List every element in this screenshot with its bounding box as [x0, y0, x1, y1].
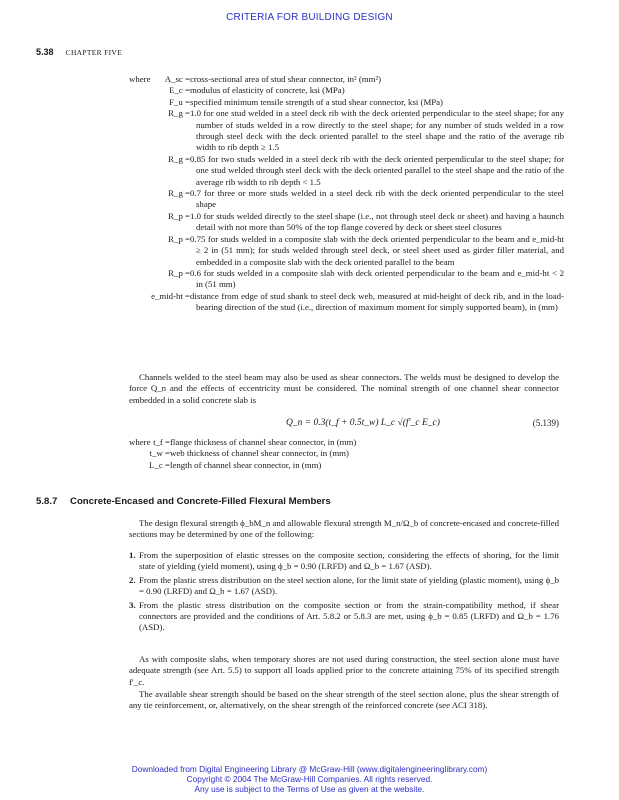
page-number: 5.38	[36, 47, 54, 57]
definitions-list	[0, 74, 619, 314]
list-item	[129, 550, 559, 573]
definition-symbol: R_p =	[168, 267, 190, 278]
definition-row	[0, 97, 619, 108]
list-item	[129, 600, 559, 634]
definition-symbol: E_c =	[169, 85, 190, 96]
footer	[0, 764, 619, 794]
definition-row	[0, 211, 619, 234]
methods-list	[129, 550, 559, 636]
list-text: From the plastic stress distribution on the steel section alone, for the limit state of yielding (plastic moment), using ϕ_b = 0.90 (LRFD) and Ω_b = 1.67 (ASD).	[139, 574, 559, 597]
definition-text: 1.0 for studs welded directly to the steel shape (i.e., not through steel deck or sheet) and having a haunch detail with not more than 50% of the top flange covered by deck or sheet steel closures	[190, 210, 564, 233]
definition-symbol: L_c =	[149, 459, 170, 470]
list-number: 1.	[129, 550, 136, 560]
definition-symbol: R_p =	[168, 233, 190, 244]
definition-text: flange thickness of channel shear connector, in (mm)	[170, 437, 357, 447]
definition-text: 1.0 for one stud welded in a steel deck rib with the deck oriented perpendicular to the steel shape; for any number of studs welded in a row directly to the steel shape; for any number of studs welded in a row through steel deck with the deck oriented parallel to the steel shape and the ratio of the average rib width to rib depth ≥ 1.5	[190, 108, 564, 153]
definition-symbol: R_p =	[168, 210, 190, 221]
definition-row	[0, 108, 619, 154]
definition-row	[0, 268, 619, 291]
section-number: 5.8.7	[36, 496, 58, 507]
definition-text: 0.75 for studs welded in a composite slab with the deck oriented perpendicular to the beam and e_mid-ht ≥ 2 in (51 mm); for studs welded through steel deck, or steel sheet used as girder filler material, and embedded in a composite slab with the deck oriented parallel to the beam	[190, 233, 564, 267]
chapter-label: CHAPTER FIVE	[65, 48, 122, 57]
definition-symbol: R_g =	[168, 153, 190, 164]
definition-text: 0.7 for three or more studs welded in a steel deck rib with the deck oriented perpendicular to the steel shape	[190, 188, 564, 210]
definition-row	[0, 188, 619, 211]
list-text: From the plastic stress distribution on the composite section or from the strain-compatibility method, if shear connectors are provided and the conditions of Art. 5.8.2 or 5.8.3 are met, using ϕ_b = 0.85 (LRFD) and Ω_b = 1.76 (ASD).	[139, 599, 559, 633]
definition-row	[0, 74, 619, 85]
section-title: Concrete-Encased and Concrete-Filled Flexural Members	[70, 496, 331, 507]
list-text: From the superposition of elastic stresses on the composite section, considering the effects of shoring, for the limit state of yielding (yield moment), using ϕ_b = 0.90 (LRFD) and Ω_b = 1.67 (ASD).	[139, 550, 559, 572]
definition-symbol: t_w =	[149, 448, 170, 459]
definition-text: specified minimum tensile strength of a stud shear connector, ksi (MPa)	[190, 96, 443, 107]
list-number: 3.	[129, 599, 136, 610]
definition-row	[0, 460, 619, 471]
page-heading	[36, 47, 122, 57]
section-heading	[36, 496, 331, 507]
where-label: where	[129, 437, 151, 447]
where-label: where	[129, 74, 151, 84]
closing-paragraph-1: As with composite slabs, when temporary shores are not used during construction, the steel section alone must have adequate strength (see Art. 5.5) to support all loads applied prior to the concrete attaining 75% of its specified strength f′_c.	[129, 654, 559, 687]
definition-text: 0.6 for studs welded in a composite slab with deck oriented perpendicular to the beam and e_mid-ht < 2 in (51 mm)	[190, 267, 564, 290]
running-header: CRITERIA FOR BUILDING DESIGN	[226, 12, 393, 23]
definition-row	[0, 448, 619, 459]
definition-text: distance from edge of stud shank to steel deck web, measured at mid-height of deck rib, and in the load-bearing direction of the stud (i.e., direction of maximum moment for simply supported beam), in (mm)	[190, 290, 564, 313]
definition-symbol: F_u =	[169, 96, 190, 107]
closing-paragraph-2: The available shear strength should be based on the shear strength of the steel section alone, plus the shear strength of any tie reinforcement, or, alternatively, on the shear strength of the reinforced concrete (see ACI 318).	[129, 689, 559, 711]
definition-row	[0, 234, 619, 268]
equation-number: (5.139)	[532, 418, 559, 428]
definition-row	[0, 85, 619, 96]
channel-definitions	[0, 437, 619, 471]
definition-text: web thickness of channel shear connector, in (mm)	[170, 448, 349, 459]
list-number: 2.	[129, 574, 136, 585]
definition-symbol: e_mid-ht =	[151, 290, 190, 301]
definition-symbol: R_g =	[168, 108, 190, 119]
channels-paragraph: Channels welded to the steel beam may also be used as shear connectors. The welds must be designed to develop the force Q_n and the effects of eccentricity must be considered. The nominal strength of one channel shear connector embedded in a solid concrete slab is	[129, 372, 559, 405]
definition-symbol: R_g =	[168, 188, 190, 199]
footer-download-link[interactable]: Downloaded from Digital Engineering Library @ McGraw-Hill (www.digitalengineeringlibrary.com)	[131, 764, 488, 774]
definition-text: 0.85 for two studs welded in a steel deck rib with the deck oriented perpendicular to the steel shape; for one stud welded through steel deck with the deck oriented parallel to the steel shape and the ratio of the average rib width to rib depth < 1.5	[190, 153, 564, 187]
definition-text: modulus of elasticity of concrete, ksi (MPa)	[190, 85, 345, 96]
definition-row	[0, 437, 619, 448]
definition-symbol: A_sc =	[164, 74, 190, 84]
definition-row	[0, 154, 619, 188]
section-intro: The design flexural strength ϕ_bM_n and allowable flexural strength M_n/Ω_b of concrete-encased and concrete-filled sections may be determined by one of the following:	[129, 518, 559, 540]
definition-text: length of channel shear connector, in (mm)	[170, 459, 322, 470]
footer-terms: Any use is subject to the Terms of Use as given at the website.	[194, 784, 425, 794]
definition-text: cross-sectional area of stud shear connector, in² (mm²)	[190, 74, 382, 84]
footer-copyright: Copyright © 2004 The McGraw-Hill Companies. All rights reserved.	[186, 774, 433, 784]
equation-formula: Q_n = 0.3(t_f + 0.5t_w) L_c √(f′_c E_c)	[286, 418, 440, 428]
list-item	[129, 575, 559, 598]
definition-row	[0, 291, 619, 314]
definition-symbol: t_f =	[153, 437, 170, 447]
